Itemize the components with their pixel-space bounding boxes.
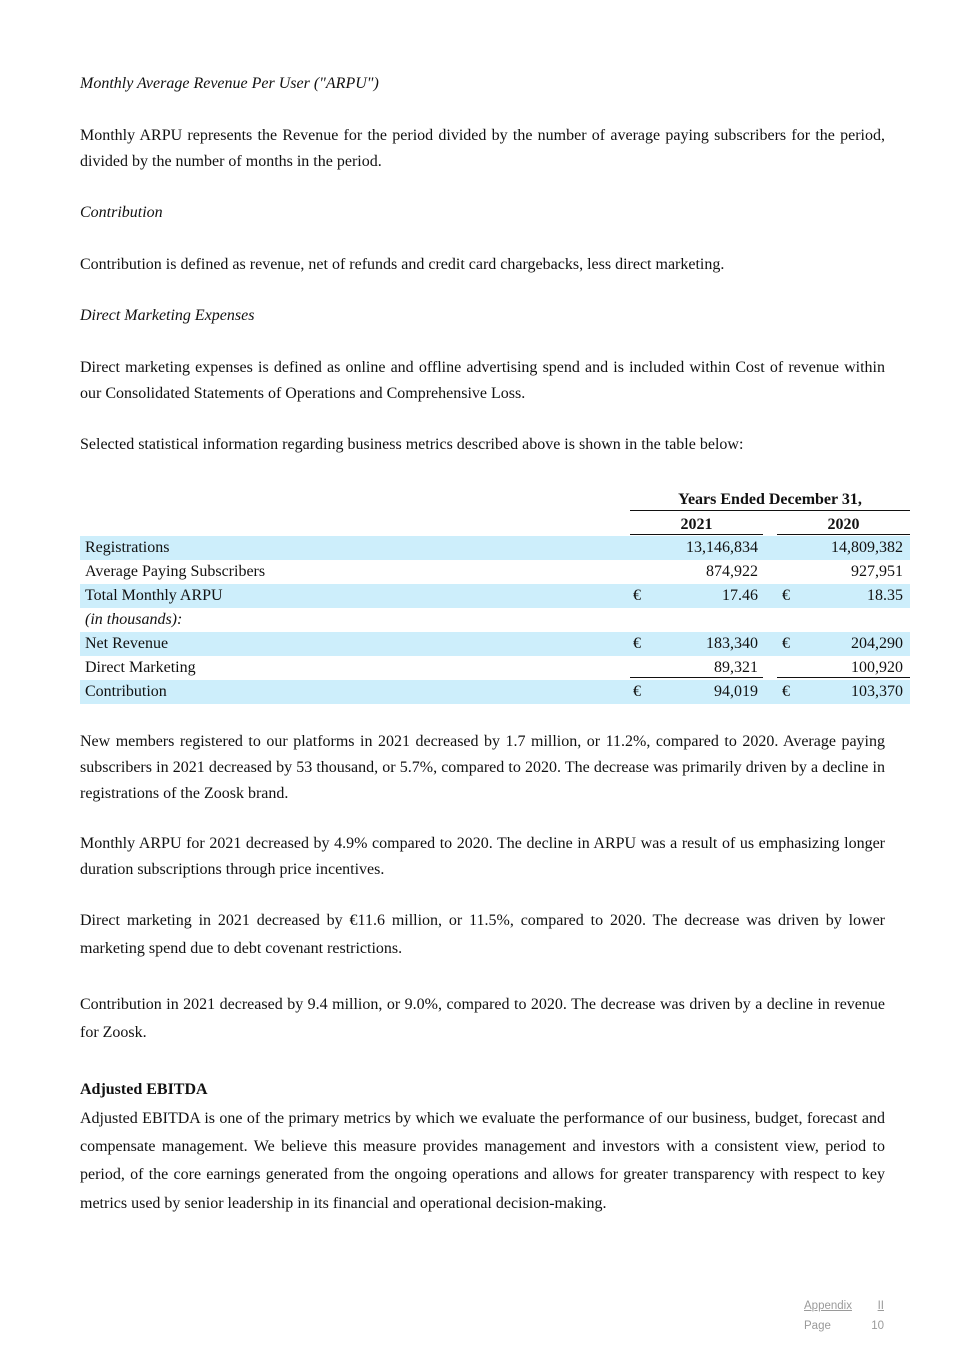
value-2021: 874,922 <box>706 563 758 580</box>
row-label: Registrations <box>85 539 170 556</box>
value-2020: 18.35 <box>867 587 903 604</box>
value-2020: 14,809,382 <box>831 539 903 556</box>
value-2021: 89,321 <box>714 659 758 676</box>
contribution-definition: Contribution is defined as revenue, net of refunds and credit card chargebacks, less direct marketing. <box>80 256 725 273</box>
arpu-heading: Monthly Average Revenue Per User ("ARPU") <box>80 75 379 92</box>
ebitda-heading: Adjusted EBITDA <box>80 1081 208 1098</box>
table-row <box>80 632 910 656</box>
appendix-label: Appendix <box>804 1300 852 1312</box>
direct-marketing-definition: Direct marketing expenses is defined as online and offline advertising spend and is included within Cost of revenue within our Consolidated Statements of Operations and Comprehensive Loss. <box>80 359 885 402</box>
direct-marketing-heading: Direct Marketing Expenses <box>80 307 255 324</box>
table-row <box>80 560 910 584</box>
contribution-heading: Contribution <box>80 204 163 221</box>
table-row <box>80 656 910 680</box>
value-2021: 17.46 <box>722 587 758 604</box>
row-label: Net Revenue <box>85 635 169 652</box>
currency-2020: € <box>782 587 790 604</box>
value-2020: 103,370 <box>851 683 903 700</box>
year-2021-header: 2021 <box>630 512 763 535</box>
row-label: Direct Marketing <box>85 659 196 676</box>
currency-2020: € <box>782 683 790 700</box>
row-label: (in thousands): <box>85 611 183 628</box>
direct-marketing-paragraph: Direct marketing in 2021 decreased by €11.6 million, or 11.5%, compared to 2020. The decrease was driven by lower marketing spend due to debt covenant restrictions. <box>80 912 885 957</box>
value-2021: 94,019 <box>714 683 758 700</box>
currency-2021: € <box>633 587 641 604</box>
year-2020-header: 2020 <box>777 512 910 535</box>
arpu-definition: Monthly ARPU represents the Revenue for the period divided by the number of average paying subscribers for the period, divided by the number of months in the period. <box>80 127 885 170</box>
table-header-period <box>80 488 910 512</box>
page-number: 10 <box>871 1320 884 1332</box>
subtotal-rule-2020 <box>777 677 910 678</box>
table-intro: Selected statistical information regarding business metrics described above is shown in the table below: <box>80 436 744 453</box>
value-2021: 183,340 <box>706 635 758 652</box>
table-row <box>80 608 910 632</box>
subtotal-rule-2021 <box>630 677 763 678</box>
table-row <box>80 680 910 704</box>
table-header-years <box>80 512 910 536</box>
currency-2021: € <box>633 683 641 700</box>
row-label: Total Monthly ARPU <box>85 587 223 604</box>
contribution-paragraph: Contribution in 2021 decreased by 9.4 million, or 9.0%, compared to 2020. The decrease was driven by a decline in revenue for Zoosk. <box>80 996 885 1041</box>
value-2021: 13,146,834 <box>686 539 758 556</box>
period-header: Years Ended December 31, <box>630 488 910 511</box>
table-row <box>80 584 910 608</box>
table-row <box>80 536 910 560</box>
appendix-value: II <box>877 1300 884 1312</box>
currency-2021: € <box>633 635 641 652</box>
value-2020: 204,290 <box>851 635 903 652</box>
page-footer <box>804 1296 884 1336</box>
members-paragraph: New members registered to our platforms in 2021 decreased by 1.7 million, or 11.2%, compared to 2020. Average paying subscribers in 2021 decreased by 53 thousand, or 5.7%, compared to 2020. The decrease was primarily driven by a decline in registrations of the Zoosk brand. <box>80 733 885 802</box>
value-2020: 927,951 <box>851 563 903 580</box>
value-2020: 100,920 <box>851 659 903 676</box>
currency-2020: € <box>782 635 790 652</box>
row-label: Contribution <box>85 683 167 700</box>
row-label: Average Paying Subscribers <box>85 563 266 580</box>
page-label: Page <box>804 1320 831 1332</box>
metrics-table <box>80 488 910 704</box>
arpu-paragraph: Monthly ARPU for 2021 decreased by 4.9% compared to 2020. The decline in ARPU was a result of us emphasizing longer duration subscriptions through price incentives. <box>80 835 885 878</box>
ebitda-paragraph: Adjusted EBITDA is one of the primary metrics by which we evaluate the performance of our business, budget, forecast and compensate management. We believe this measure provides management and investors with a consistent view, period to period, of the core earnings generated from the ongoing operations and allows for greater transparency with respect to key metrics used by senior leadership in its financial and operational decision-making. <box>80 1110 885 1212</box>
